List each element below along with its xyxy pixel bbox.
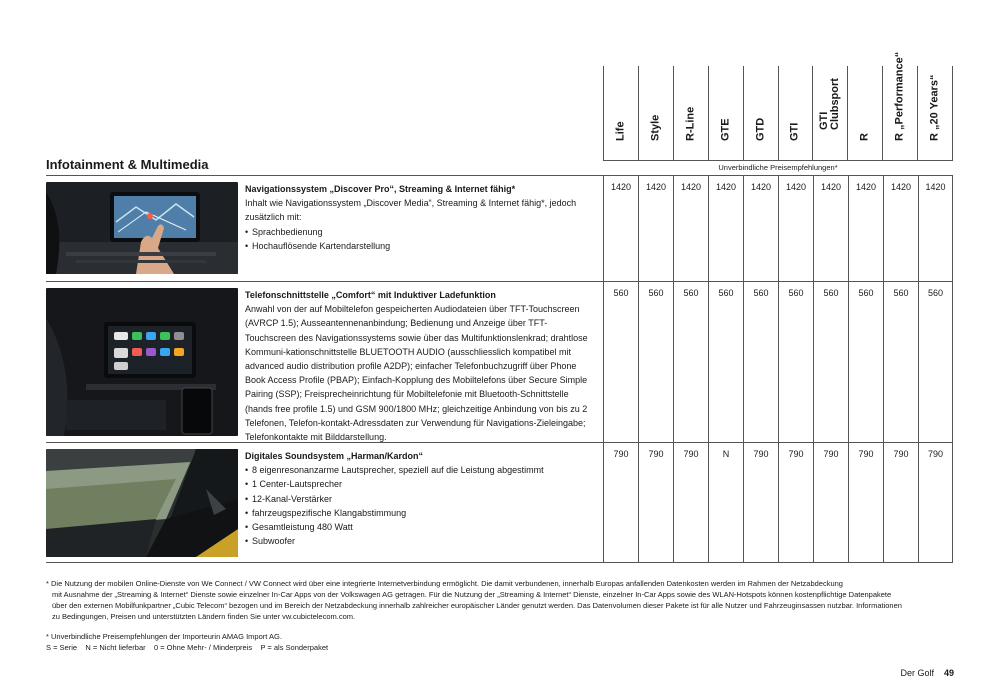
table-row [46, 443, 953, 563]
price-header: Unverbindliche Preisempfehlungen* [718, 163, 838, 172]
list-item: • 8 eigenresonanzarme Lautsprecher, speziell auf die Leistung abgestimmt [245, 463, 597, 477]
price-cell: 560 [603, 282, 638, 442]
trim-column-gti [778, 66, 813, 160]
trim-label: R [858, 133, 871, 141]
price-cell: 790 [918, 443, 953, 562]
price-cell: 790 [813, 443, 848, 562]
price-cell: 560 [848, 282, 883, 442]
trim-label: GTE [719, 118, 732, 141]
footnote-line: * Die Nutzung der mobilen Online-Dienste von We Connect / VW Connect wird über eine integrierte Internetverbindung ermöglicht. Die damit verbundenen, innerhalb Europas anfallenden Datenkosten werden im Rahmen der Netzabdeckung [46, 579, 843, 588]
footnotes [46, 578, 956, 653]
row-description [245, 288, 597, 444]
price-cell: N [708, 443, 743, 562]
price-values [603, 282, 953, 442]
price-cell: 1420 [638, 176, 673, 281]
trim-label: GTI Clubsport [818, 78, 842, 130]
navigation-photo [46, 182, 238, 274]
trim-column-life [603, 66, 638, 160]
trim-column-gti-clubsport [812, 66, 847, 160]
trim-label: GTD [754, 117, 767, 141]
price-cell: 790 [638, 443, 673, 562]
price-cell: 1420 [673, 176, 708, 281]
price-cell: 1420 [708, 176, 743, 281]
bullet-list [245, 225, 597, 253]
list-item: • 12-Kanal-Verstärker [245, 492, 597, 506]
price-cell: 1420 [743, 176, 778, 281]
price-cell: 790 [743, 443, 778, 562]
trim-column-r-line [673, 66, 708, 160]
navigation-screen-icon [46, 182, 238, 274]
price-cell: 1420 [883, 176, 918, 281]
trim-column-gtd [743, 66, 778, 160]
price-cell: 560 [708, 282, 743, 442]
price-cell: 560 [883, 282, 918, 442]
list-item: • 1 Center-Lautsprecher [245, 477, 597, 491]
price-cell: 560 [918, 282, 953, 442]
trim-column-r [847, 66, 882, 160]
table-row [46, 282, 953, 443]
list-item: • fahrzeugspezifische Klangabstimmung [245, 506, 597, 520]
trim-label: R „Performance“ [893, 51, 906, 141]
price-cell: 560 [778, 282, 813, 442]
price-cell: 560 [673, 282, 708, 442]
row-text: Anwahl von der auf Mobiltelefon gespeicherten Audiodateien über TFT-Touchscreen (AVRCP 1.5); Ausseantennenanbindung; Bedienung und Anzeige über TFT-Touchscreen des Navigationssystems sowie über das Multifunktionslenkrad; drahtlose Kommuni-kationschnittstelle BLUETOOTH AUDIO (ausschliesslich kompatibel mit advanced audio distribution profile A2DP); einfacher Telefonbuchzugriff über Phone Book Access Profile (PBAP); Einfach-Kopplung des Mobiltelefons über Secure Simple Pairing (SSP); Freisprecheinrichtung für Mobiltelefonie mit Bluetooth-Schnittstelle (hands free profile 1.5) und GSM 900/1800 MHz; gleichzeitige Anbindung von bis zu 2 Telefonen, Telefon-kontakt-Adressdaten zur Verwendung für Navigations-Zieleingabe; Telefonkontakte mit Bilddarstellung. [245, 304, 588, 443]
price-cell: 1420 [918, 176, 953, 281]
page-footer [900, 668, 954, 678]
price-cell: 1420 [848, 176, 883, 281]
section-title: Infotainment & Multimedia [46, 157, 209, 172]
list-item: • Subwoofer [245, 534, 597, 548]
price-cell: 790 [778, 443, 813, 562]
trim-label: R-Line [684, 106, 697, 141]
price-cell: 560 [638, 282, 673, 442]
price-cell: 1420 [603, 176, 638, 281]
price-cell: 790 [883, 443, 918, 562]
table-row [46, 176, 953, 282]
footnote-line: mit Ausnahme der „Streaming & Internet“ Dienste sowie einzelner In-Car Apps von der Volkswagen AG getragen. Für die Nutzung der „Streaming & Internet“ Dienste, einzelner In-Car Apps sowie des WLAN-Hotspots können kostenpflichtige Datenpakete [52, 590, 892, 599]
footer-label: Der Golf [900, 668, 934, 678]
phone-interface-photo [46, 288, 238, 436]
footnote-legend: S = Serie N = Nicht lieferbar 0 = Ohne Mehr- / Minderpreis P = als Sonderpaket [46, 643, 329, 652]
row-description [245, 449, 597, 548]
trim-column-gte [708, 66, 743, 160]
bullet-list [245, 463, 597, 548]
speaker-photo [46, 449, 238, 557]
trim-column-r-20-years [917, 66, 953, 160]
speaker-icon [46, 449, 238, 557]
footnote-line: über den externen Mobilfunkpartner „Cubic Telecom“ bezogen und im Bereich der Netzabdeckung innerhalb zahlreicher europäischer Länder genutzt werden. Das Datenvolumen dieser Pakete ist für alle Nutzer und Fahrzeuginsassen nutzbar. Informationen [52, 601, 902, 610]
trim-label: Style [649, 114, 662, 141]
price-values [603, 176, 953, 281]
price-cell: 560 [813, 282, 848, 442]
price-cell: 1420 [813, 176, 848, 281]
page-number: 49 [943, 668, 954, 678]
trim-label: GTI [788, 122, 801, 141]
price-cell: 560 [743, 282, 778, 442]
list-item: • Hochauflösende Kartendarstellung [245, 239, 597, 253]
price-cell: 790 [848, 443, 883, 562]
header-divider [603, 160, 953, 161]
trim-header-row [603, 51, 953, 160]
trim-label: Life [614, 121, 627, 141]
row-title: Digitales Soundsystem „Harman/Kardon“ [245, 451, 424, 461]
price-cell: 790 [603, 443, 638, 562]
infotainment-display-icon [46, 288, 238, 436]
trim-column-r-performance [882, 51, 917, 160]
price-cell: 1420 [778, 176, 813, 281]
list-item: • Sprachbedienung [245, 225, 597, 239]
row-text: Inhalt wie Navigationssystem „Discover Media“, Streaming & Internet fähig*, jedoch zusätzlich mit: [245, 198, 577, 223]
price-values [603, 443, 953, 562]
row-description [245, 182, 597, 253]
trim-label: R „20 Years“ [928, 74, 941, 141]
trim-column-style [638, 66, 673, 160]
list-item: • Gesamtleistung 480 Watt [245, 520, 597, 534]
footnote-price-note: * Unverbindliche Preisempfehlungen der Importeurin AMAG Import AG. [46, 632, 282, 641]
price-cell: 790 [673, 443, 708, 562]
row-title: Navigationssystem „Discover Pro“, Streaming & Internet fähig* [245, 184, 516, 194]
row-title: Telefonschnittstelle „Comfort“ mit Induktiver Ladefunktion [245, 290, 496, 300]
footnote-line: zu Bedingungen, Preisen und unterstützten Ländern finden Sie unter vw.cubictelecom.com. [52, 612, 356, 621]
